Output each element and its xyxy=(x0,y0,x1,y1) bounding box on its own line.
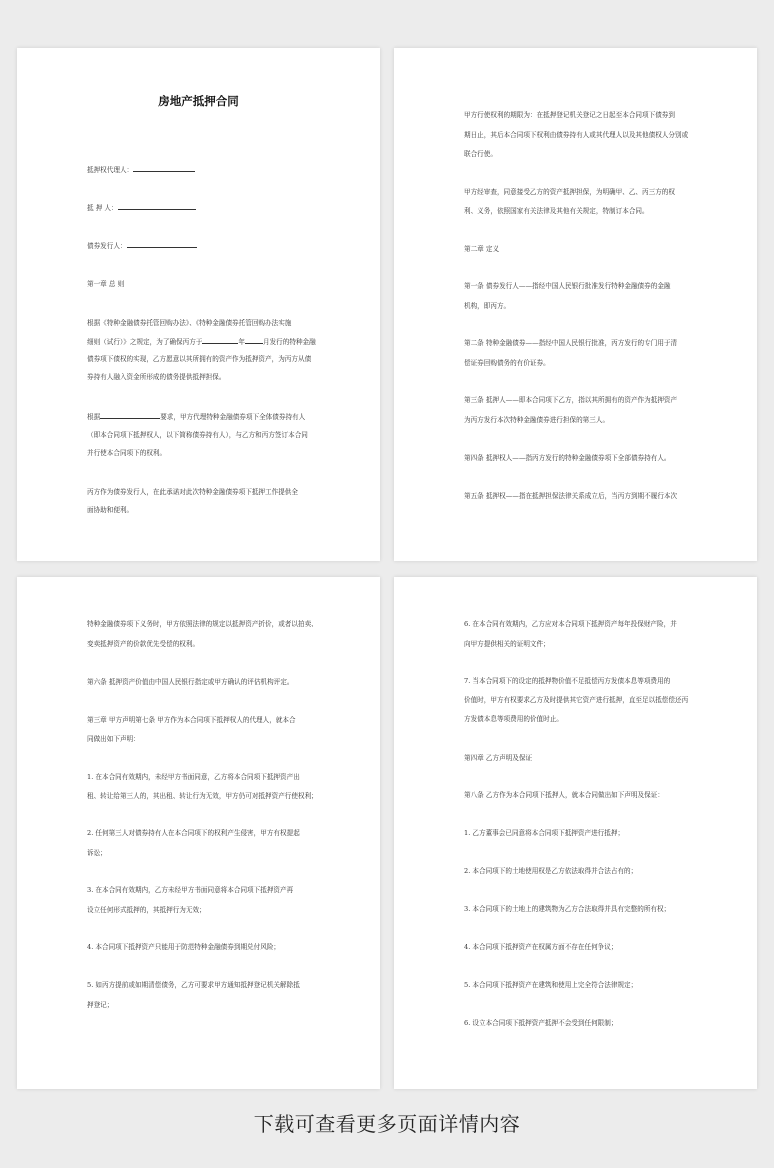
paragraph-line: 机构，即丙方。 xyxy=(464,302,511,310)
paragraph-line: 券持有人融入资金所形成的债务提供抵押担保。 xyxy=(87,373,226,381)
contract-title: 房地产抵押合同 xyxy=(158,94,239,108)
paragraph-line: 第五条 抵押权——指在抵押担保法律关系成立后，当丙方到期不履行本次 xyxy=(464,492,678,500)
paragraph-line: 2. 本合同项下的土地使用权是乙方依法取得并合法占有的； xyxy=(464,867,638,875)
chapter-heading: 第四章 乙方声明及保证 xyxy=(464,754,533,762)
paragraph-line: 方发债本息等项费用的价值时止。 xyxy=(464,715,563,723)
paragraph-line: 联合行使。 xyxy=(464,150,497,158)
paragraph-line: 7. 当本合同项下的设定的抵押物价值不足抵偿丙方发债本息等项费用的 xyxy=(464,677,671,685)
text-span: 根据 xyxy=(87,413,101,421)
paragraph-line: 偿证券回购债务的有价证券。 xyxy=(464,359,550,367)
paragraph-line: 1. 在本合同有效期内，未经甲方书面同意，乙方将本合同项下抵押资产出 xyxy=(87,773,300,781)
paragraph-line: 第一条 债券发行人——指经中国人民银行批准发行特种金融债券的金融 xyxy=(464,282,671,290)
paragraph-line: 利、义务，依照国家有关法律及其他有关规定，特制订本合同。 xyxy=(464,207,649,215)
paragraph-line: 向甲方提供相关的证明文件； xyxy=(464,640,550,648)
paragraph-line: 债券项下债权的实现，乙方愿意以其所拥有的资产作为抵押资产，为丙方从债 xyxy=(87,355,312,363)
agent-line xyxy=(87,165,195,174)
paragraph-line: 2. 任何第三人对债券持有人在本合同项下的权利产生侵害，甲方有权提起 xyxy=(87,829,300,837)
chapter-heading: 第二章 定义 xyxy=(464,245,500,253)
paragraph-line: 第八条 乙方作为本合同项下抵押人，就本合同做出如下声明及保证： xyxy=(464,791,664,799)
paragraph-line: 期日止，其后本合同项下权利由债券持有人或其代理人以及其他债权人分别或 xyxy=(464,131,689,139)
paragraph-line: 甲方行使权利的期限为：在抵押登记机关登记之日起至本合同项下债券到 xyxy=(464,111,675,119)
text-span: 细则（试行）》之规定，为了确保丙方于 xyxy=(87,338,203,346)
paragraph-line: 3. 本合同项下的土地上的建筑物为乙方合法取得并具有完整的所有权； xyxy=(464,905,671,913)
paragraph-line: 押登记； xyxy=(87,1001,114,1009)
paragraph-line: 租、转让给第三人的，其出租、转让行为无效，甲方仍可对抵押资产行使权利； xyxy=(87,792,318,800)
paragraph-line: （即本合同项下抵押权人，以下简称债券持有人），与乙方和丙方签订本合同 xyxy=(87,431,308,439)
text-span: 月发行的特种金融 xyxy=(262,338,316,346)
paragraph-line: 第六条 抵押资产价值由中国人民银行指定或甲方确认的评估机构评定。 xyxy=(87,678,294,686)
mortgagor-label: 抵 押 人： xyxy=(87,204,118,212)
paragraph-line: 6. 在本合同有效期内，乙方应对本合同项下抵押资产每年投保财产险，并 xyxy=(464,620,677,628)
chapter-heading: 第一章 总 则 xyxy=(87,280,125,288)
document-page-1 xyxy=(17,48,380,561)
paragraph-line: 甲方经审查，同意接受乙方的资产抵押担保，为明确甲、乙、丙三方的权 xyxy=(464,188,675,196)
paragraph-line: 第三条 抵押人——即本合同项下乙方，指以其所拥有的资产作为抵押资产 xyxy=(464,396,678,404)
paragraph-line: 并行使本合同项下的权利。 xyxy=(87,449,167,457)
paragraph-line: 价值时，甲方有权要求乙方及时提供其它资产进行抵押，直至足以抵偿偿还丙 xyxy=(464,696,689,704)
paragraph-line: 第三章 甲方声明第七条 甲方作为本合同项下抵押权人的代理人，就本合 xyxy=(87,716,296,724)
paragraph-line: 为丙方发行本次特种金融债券进行担保的第三人。 xyxy=(464,416,610,424)
paragraph-line: 根据《特种金融债券托管回购办法》、《特种金融债券托管回购办法实施 xyxy=(87,319,292,327)
paragraph-line xyxy=(87,412,305,421)
paragraph-line: 面协助和便利。 xyxy=(87,506,134,514)
mortgagor-line xyxy=(87,203,196,212)
issuer-blank xyxy=(127,241,197,248)
text-span: 年 xyxy=(238,338,245,346)
basis-blank xyxy=(100,412,160,419)
year-blank xyxy=(202,337,238,344)
paragraph-line: 诉讼； xyxy=(87,849,107,857)
mortgagor-blank xyxy=(118,203,196,210)
paragraph-line: 3. 在本合同有效期内，乙方未经甲方书面同意将本合同项下抵押资产再 xyxy=(87,886,294,894)
paragraph-line: 第四条 抵押权人——指丙方发行的特种金融债券项下全部债券持有人。 xyxy=(464,454,671,462)
paragraph-line: 变卖抵押资产的价款优先受偿的权利。 xyxy=(87,640,200,648)
text-span: 要求，甲方代理特种金融债券项下全体债券持有人 xyxy=(160,413,306,421)
paragraph-line: 丙方作为债券发行人，在此承诺对此次特种金融债券项下抵押工作提供全 xyxy=(87,488,298,496)
document-page-3 xyxy=(17,577,380,1089)
month-blank xyxy=(245,337,263,344)
paragraph-line: 5. 本合同项下抵押资产在建筑和使用上完全符合法律规定； xyxy=(464,981,638,989)
paragraph-line xyxy=(87,337,316,346)
issuer-label: 债券发行人： xyxy=(87,242,127,250)
agent-blank xyxy=(133,165,195,172)
download-more-caption: 下载可查看更多页面详情内容 xyxy=(253,1112,521,1136)
paragraph-line: 同做出如下声明： xyxy=(87,735,140,743)
paragraph-line: 4. 本合同项下抵押资产只能用于防范特种金融债券到期兑付风险； xyxy=(87,943,281,951)
document-page-2 xyxy=(394,48,757,561)
paragraph-line: 特种金融债券项下义务时，甲方依照法律的规定以抵押资产折价，或者以拍卖、 xyxy=(87,620,318,628)
paragraph-line: 1. 乙方董事会已同意将本合同项下抵押资产进行抵押； xyxy=(464,829,625,837)
paragraph-line: 6. 设立本合同项下抵押资产抵押不会受到任何限制； xyxy=(464,1019,618,1027)
issuer-line xyxy=(87,241,197,250)
paragraph-line: 第二条 特种金融债券——指经中国人民银行批准，丙方发行的专门用于清 xyxy=(464,339,678,347)
paragraph-line: 4. 本合同项下抵押资产在权属方面不存在任何争议； xyxy=(464,943,618,951)
agent-label: 抵押权代理人： xyxy=(87,166,134,174)
paragraph-line: 5. 如丙方提前或如期清偿债务，乙方可要求甲方通知抵押登记机关解除抵 xyxy=(87,981,300,989)
paragraph-line: 设立任何形式抵押的，其抵押行为无效； xyxy=(87,906,206,914)
document-page-4 xyxy=(394,577,757,1089)
